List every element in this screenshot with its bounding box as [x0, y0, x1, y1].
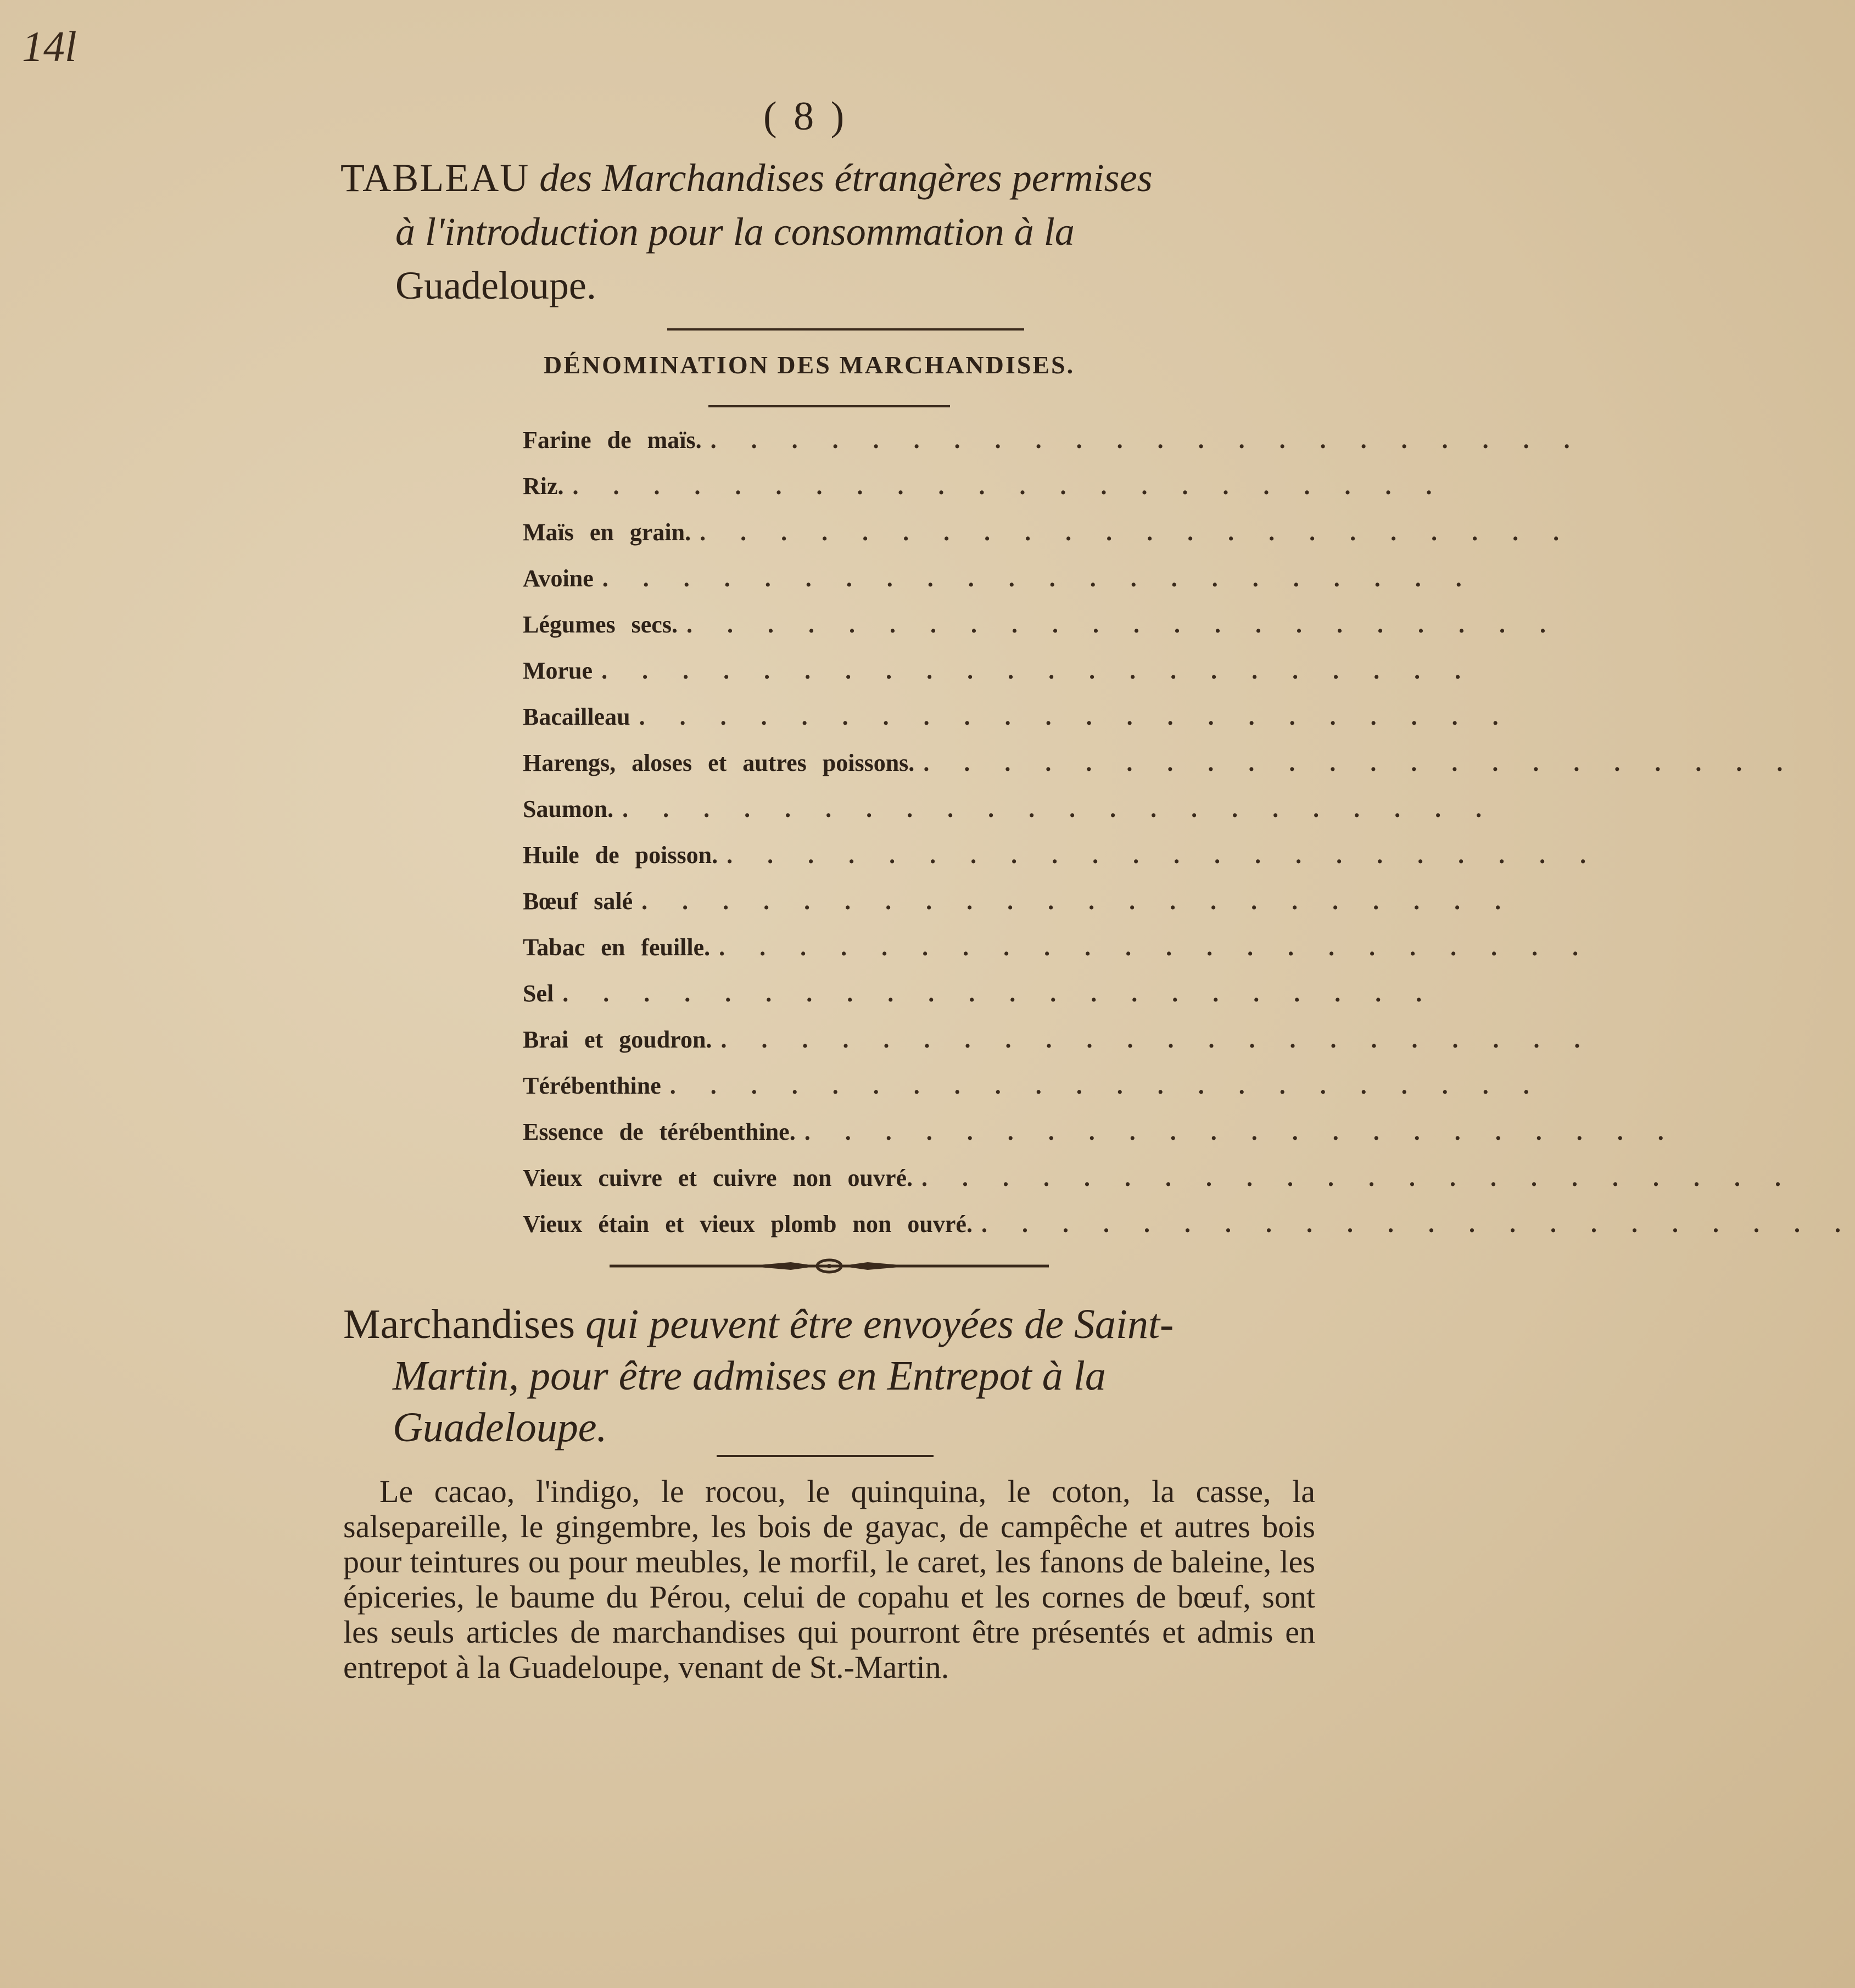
- goods-item-label: Huile de poisson.: [523, 842, 718, 869]
- goods-list-item: [523, 417, 1584, 463]
- dot-leader: . . . . . . . . . . . . . . . . . . . . . .: [562, 980, 1437, 1007]
- column-header: DÉNOMINATION DES MARCHANDISES.: [544, 351, 1075, 379]
- goods-item-label: Sel: [523, 980, 554, 1007]
- goods-item-label: Bœuf salé: [523, 888, 633, 915]
- goods-list-item: [523, 648, 1476, 694]
- goods-item-label: Maïs en grain.: [523, 519, 691, 546]
- page-number: ( 8 ): [763, 94, 848, 139]
- goods-list: [523, 417, 1855, 1247]
- section-title: [343, 1298, 1321, 1453]
- goods-list-item: [523, 556, 1476, 602]
- dot-leader: . . . . . . . . . . . . . . . . . . . . . .: [804, 1118, 1678, 1145]
- goods-list-item: [523, 878, 1516, 925]
- title-lead: TABLEAU: [340, 156, 530, 200]
- goods-list-item: [523, 1201, 1855, 1247]
- dot-leader: . . . . . . . . . . . . . . . . . . . . . .: [981, 1211, 1855, 1237]
- dot-leader: . . . . . . . . . . . . . . . . . . . . . .: [727, 842, 1601, 869]
- goods-item-label: Légumes secs.: [523, 611, 678, 638]
- goods-item-label: Bacailleau: [523, 703, 630, 730]
- ornamental-divider: [610, 1255, 1049, 1277]
- section-italic-line-3: Guadeloupe.: [393, 1404, 607, 1451]
- dot-leader: . . . . . . . . . . . . . . . . . . . . . .: [622, 796, 1496, 822]
- goods-list-item: [523, 602, 1560, 648]
- header-rule: [708, 405, 950, 407]
- goods-item-label: Farine de maïs.: [523, 427, 702, 453]
- goods-list-item: [523, 1155, 1795, 1201]
- goods-item-label: Avoine: [523, 565, 594, 592]
- goods-list-item: [523, 463, 1446, 509]
- goods-item-label: Harengs, aloses et autres poissons.: [523, 749, 915, 776]
- goods-item-label: Vieux cuivre et cuivre non ouvré.: [523, 1164, 913, 1191]
- dot-leader: . . . . . . . . . . . . . . . . . . . . . .: [719, 934, 1593, 961]
- goods-list-item: [523, 1063, 1544, 1109]
- dot-leader: . . . . . . . . . . . . . . . . . . . . . .: [710, 427, 1584, 453]
- goods-list-item: [523, 925, 1593, 971]
- table-title: [340, 151, 1285, 312]
- goods-item-label: Vieux étain et vieux plomb non ouvré.: [523, 1211, 973, 1237]
- goods-item-label: Morue: [523, 657, 593, 684]
- dot-leader: . . . . . . . . . . . . . . . . . . . . . .: [921, 1164, 1795, 1191]
- goods-list-item: [523, 786, 1496, 832]
- handwritten-page-mark: 14l: [22, 23, 77, 70]
- goods-item-label: Brai et goudron.: [523, 1026, 712, 1053]
- dot-leader: . . . . . . . . . . . . . . . . . . . . . .: [572, 473, 1446, 500]
- title-italic-line-1: des Marchandises étrangères permises: [539, 156, 1153, 200]
- goods-item-label: Saumon.: [523, 796, 614, 822]
- title-rule: [667, 328, 1024, 331]
- title-tail: Guadeloupe.: [395, 264, 596, 307]
- title-italic-line-2: à l'introduction pour la consommation à la: [395, 210, 1075, 254]
- dot-leader: . . . . . . . . . . . . . . . . . . . . . .: [639, 703, 1513, 730]
- goods-list-item: [523, 971, 1437, 1017]
- goods-list-item: [523, 832, 1601, 878]
- dot-leader: . . . . . . . . . . . . . . . . . . . . . .: [700, 519, 1574, 546]
- body-paragraph: Le cacao, l'indigo, le rocou, le quinquina, le coton, la casse, la salsepareille, le gingembre, les bois de gayac, de campêche et autres bois pour teintures ou pour meubles, le morfil, le caret, les fanons de baleine, les épiceries, le baume du Pérou, celui de copahu et les cornes de bœuf, sont les seuls articles de marchandises qui pourront être présentés et admis en entrepot à la Guadeloupe, venant de St.-Martin.: [343, 1474, 1315, 1685]
- goods-item-label: Tabac en feuille.: [523, 934, 711, 961]
- goods-list-item: [523, 740, 1797, 786]
- section-lead: Marchandises: [343, 1301, 576, 1347]
- dot-leader: . . . . . . . . . . . . . . . . . . . . . .: [686, 611, 1560, 638]
- section-rule: [717, 1455, 934, 1457]
- dot-leader: . . . . . . . . . . . . . . . . . . . . . .: [641, 888, 1516, 915]
- section-italic-line-2: Martin, pour être admises en Entrepot à la: [393, 1353, 1106, 1399]
- goods-item-label: Térébenthine: [523, 1072, 661, 1099]
- section-italic-line-1: qui peuvent être envoyées de Saint-: [585, 1301, 1174, 1347]
- dot-leader: . . . . . . . . . . . . . . . . . . . . . .: [720, 1026, 1595, 1053]
- dot-leader: . . . . . . . . . . . . . . . . . . . . . .: [669, 1072, 1544, 1099]
- goods-list-item: [523, 509, 1574, 556]
- goods-list-item: [523, 1109, 1678, 1155]
- dot-leader: . . . . . . . . . . . . . . . . . . . . . .: [601, 657, 1476, 684]
- goods-item-label: Essence de térébenthine.: [523, 1118, 796, 1145]
- goods-item-label: Riz.: [523, 473, 564, 500]
- dot-leader: . . . . . . . . . . . . . . . . . . . . . .: [923, 749, 1797, 776]
- goods-list-item: [523, 1017, 1595, 1063]
- dot-leader: . . . . . . . . . . . . . . . . . . . . . .: [602, 565, 1476, 592]
- goods-list-item: [523, 694, 1513, 740]
